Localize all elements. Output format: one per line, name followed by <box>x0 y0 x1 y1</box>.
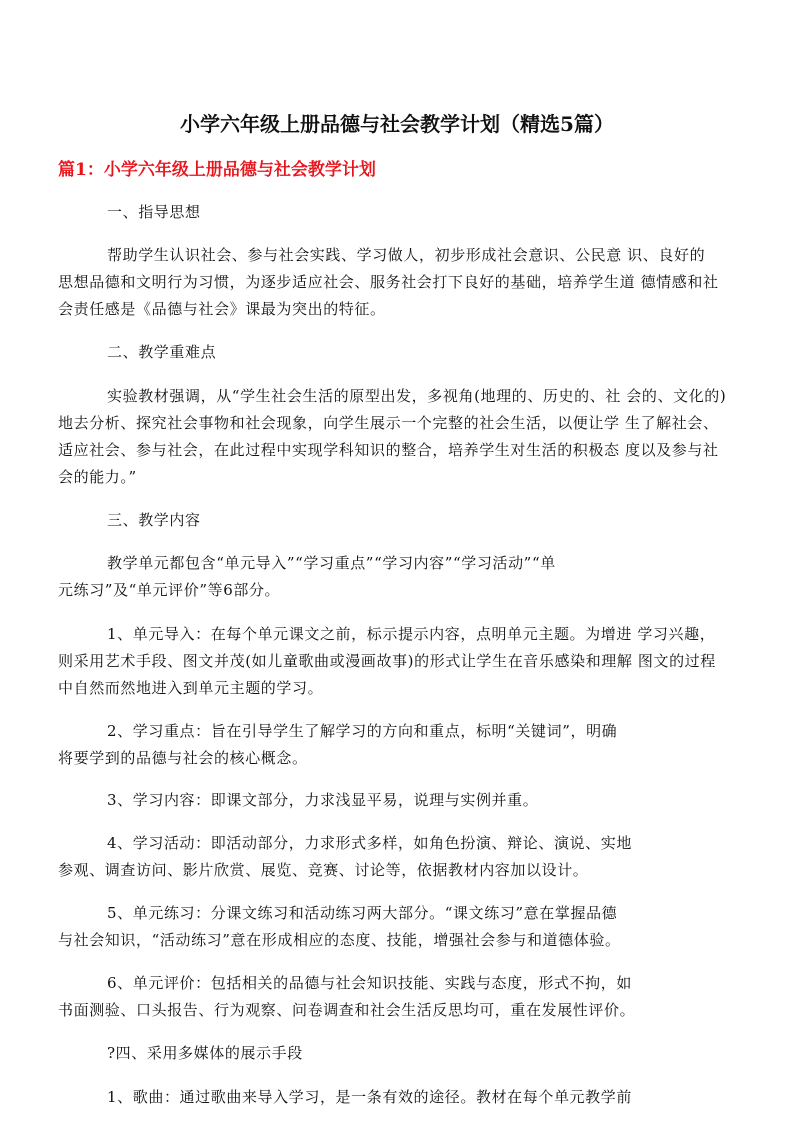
list-item-line: 1、歌曲：通过歌曲来导入学习，是一条有效的途径。教材在每个单元教学前 <box>107 1088 632 1106</box>
heading-guiding-thought: 一、指导思想 <box>107 203 201 221</box>
paragraph-line: 实验教材强调，从“学生社会生活的原型出发，多视角(地理的、历史的、社 会的、文化的) <box>107 387 727 405</box>
paragraph-line: 适应社会、参与社会，在此过程中实现学科知识的整合，培养学生对生活的积极态 度以及参与社 <box>58 441 719 459</box>
list-item-line: 2、学习重点：旨在引导学生了解学习的方向和重点，标明“关键词”，明确 <box>107 722 618 740</box>
list-item-line: 中自然而然地进入到单元主题的学习。 <box>58 679 324 697</box>
paragraph-line: 元练习”及“单元评价”等6部分。 <box>58 581 281 599</box>
paragraph-line: 会的能力。” <box>58 468 137 486</box>
list-item-line: 书面测验、口头报告、行为观察、问卷调查和社会生活反思均可，重在发展性评价。 <box>58 1001 636 1019</box>
document-title: 小学六年级上册品德与社会教学计划（精选5篇） <box>180 112 614 136</box>
paragraph-line: 帮助学生认识社会、参与社会实践、学习做人，初步形成社会意识、公民意 识、良好的 <box>107 246 706 264</box>
heading-key-points: 二、教学重难点 <box>107 343 217 361</box>
heading-teaching-content: 三、教学内容 <box>107 511 201 529</box>
paragraph-line: 思想品德和文明行为习惯，为逐步适应社会、服务社会打下良好的基础，培养学生道 德情感和社 <box>58 273 719 291</box>
list-item-line: 5、单元练习：分课文练习和活动练习两大部分。“课文练习”意在掌握品德 <box>107 904 618 922</box>
paragraph-line: 教学单元都包含“单元导入”“学习重点”“学习内容”“学习活动”“单 <box>107 554 556 572</box>
list-item-line: 1、单元导入：在每个单元课文之前，标示提示内容，点明单元主题。为增进 学习兴趣， <box>107 625 716 643</box>
paragraph-line: 会责任感是《品德与社会》课最为突出的特征。 <box>58 300 386 318</box>
section-heading: 篇1：小学六年级上册品德与社会教学计划 <box>58 160 376 180</box>
list-item-line: 与社会知识，“活动练习”意在形成相应的态度、技能，增强社会参与和道德体验。 <box>58 931 621 949</box>
list-item-line: 参观、调查访问、影片欣赏、展览、竞赛、讨论等，依据教材内容加以设计。 <box>58 861 589 879</box>
paragraph-line: 地去分析、探究社会事物和社会现象，向学生展示一个完整的社会生活，以便让学 生了解社会、 <box>58 414 719 432</box>
list-item-line: 则采用艺术手段、图文并茂(如儿童歌曲或漫画故事)的形式让学生在音乐感染和理解 图文的过程 <box>58 652 716 670</box>
heading-multimedia: ?四、采用多媒体的展示手段 <box>107 1044 303 1062</box>
list-item-line: 将要学到的品德与社会的核心概念。 <box>58 749 308 767</box>
list-item-line: 3、学习内容：即课文部分，力求浅显平易，说理与实例并重。 <box>107 791 539 809</box>
list-item-line: 4、学习活动：即活动部分，力求形式多样，如角色扮演、辩论、演说、实地 <box>107 834 632 852</box>
list-item-line: 6、单元评价：包括相关的品德与社会知识技能、实践与态度，形式不拘，如 <box>107 974 632 992</box>
